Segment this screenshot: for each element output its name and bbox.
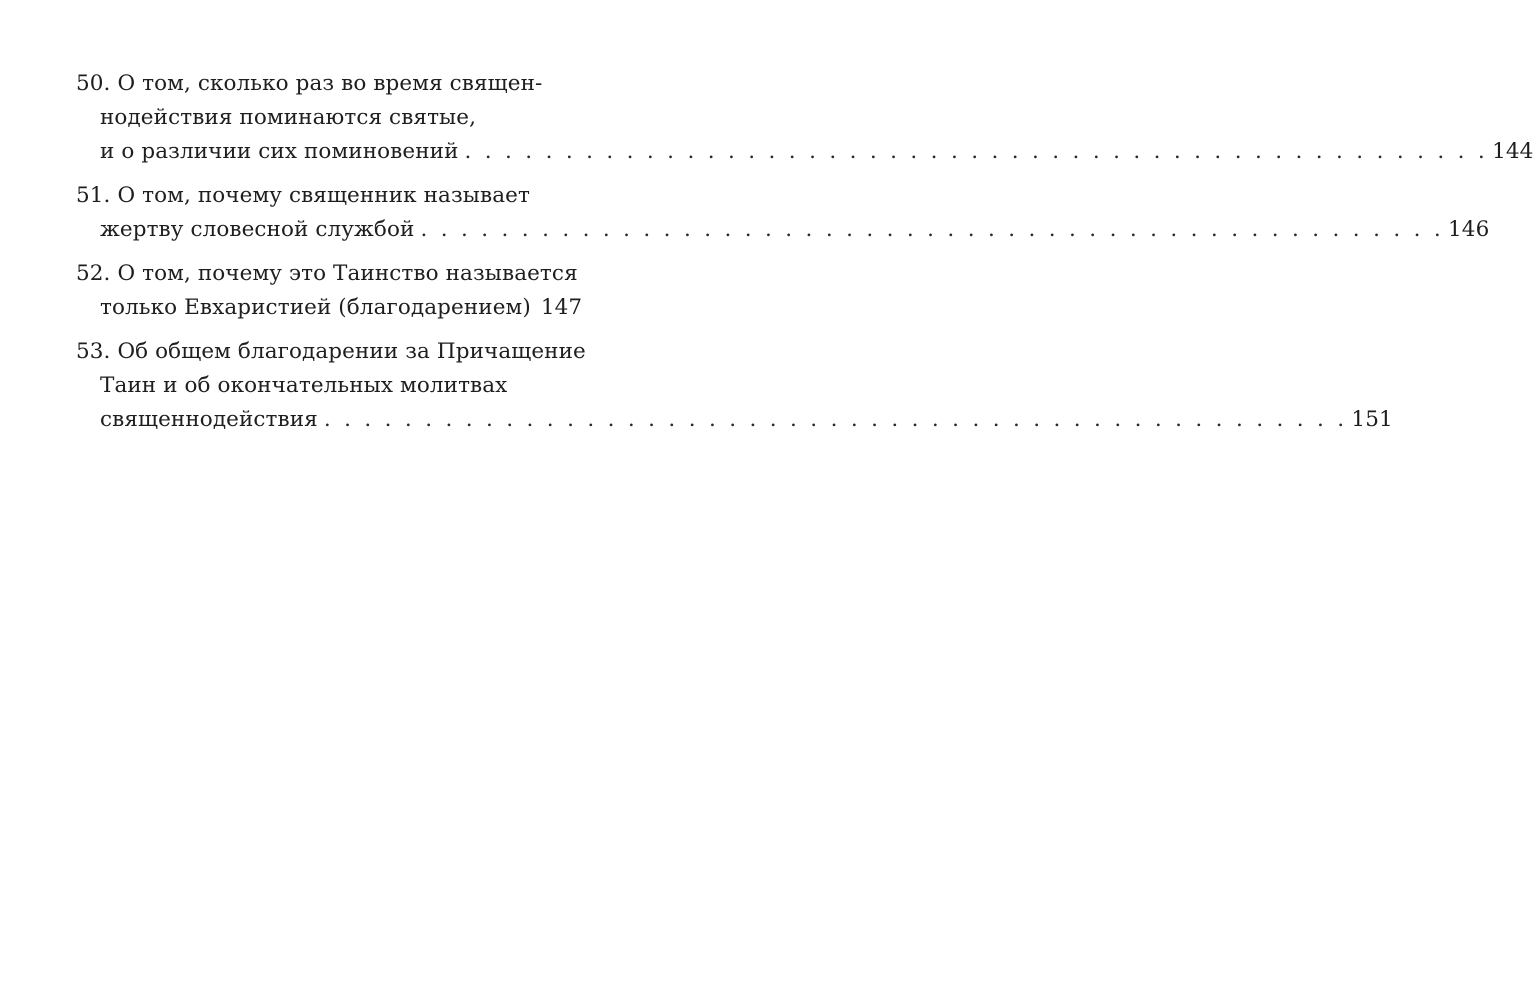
toc-page-number: 144 xyxy=(1492,139,1533,164)
toc-entry-title-line: О том, сколько раз во время священ- xyxy=(117,71,543,96)
toc-entry-title-line: Таин и об окончательных молитвах xyxy=(100,373,508,398)
toc-page-number: 147 xyxy=(540,295,583,320)
toc-page-number: 151 xyxy=(1351,407,1393,432)
toc-entry-number: 51. xyxy=(76,183,111,208)
toc-entry-number: 53. xyxy=(76,339,111,364)
toc-entry-50 xyxy=(76,67,1533,169)
toc-entry-first-line xyxy=(76,67,565,101)
toc-entry-first-line xyxy=(76,257,578,291)
toc-entry-last-line xyxy=(76,403,1393,437)
toc-entry-title-line: жертву словесной службой xyxy=(100,217,415,242)
toc-entry-title-line: нодействия поминаются святые, xyxy=(100,105,477,130)
toc-entry-number: 50. xyxy=(76,71,111,96)
toc-entry-first-line xyxy=(76,335,586,369)
dot-leader: . . . . . . . . . . . . . . . . . . . . . . . . . . . . . . . . . . . . . . . . . . . . . . . . . . . xyxy=(420,217,1445,242)
toc-entry-title-line: О том, почему священник называет xyxy=(117,183,530,208)
toc-entry-title-line: только Евхаристией (благодарением) xyxy=(100,295,531,320)
toc-entry-title-line: священнодействия xyxy=(100,407,318,432)
toc-entry-title-line: и о различии сих поминовений xyxy=(100,139,459,164)
toc-entry-first-line xyxy=(76,179,565,213)
toc-entry-last-line xyxy=(76,291,583,325)
toc-entry-title-line: Об общем благодарении за Причащение xyxy=(117,339,586,364)
toc-entry-number: 52. xyxy=(76,261,111,286)
toc-entry-53 xyxy=(76,335,1393,437)
toc-entry-51 xyxy=(76,179,1490,247)
toc-entry-52 xyxy=(76,257,583,325)
toc-page-number: 146 xyxy=(1448,217,1490,242)
dot-leader: . . . . . . . . . . . . . . . . . . . . . . . . . . . . . . . . . . . . . . . . . . . . . . . . . . . xyxy=(464,139,1489,164)
toc-entry-title-line: О том, почему это Таинство называется xyxy=(117,261,578,286)
toc-entry-last-line xyxy=(76,213,1490,247)
table-of-contents xyxy=(76,67,1533,447)
dot-leader: . . . . . . . . . . . . . . . . . . . . . . . . . . . . . . . . . . . . . . . . . . . . . . . . . . . xyxy=(323,407,1348,432)
toc-entry-last-line xyxy=(76,135,1533,169)
